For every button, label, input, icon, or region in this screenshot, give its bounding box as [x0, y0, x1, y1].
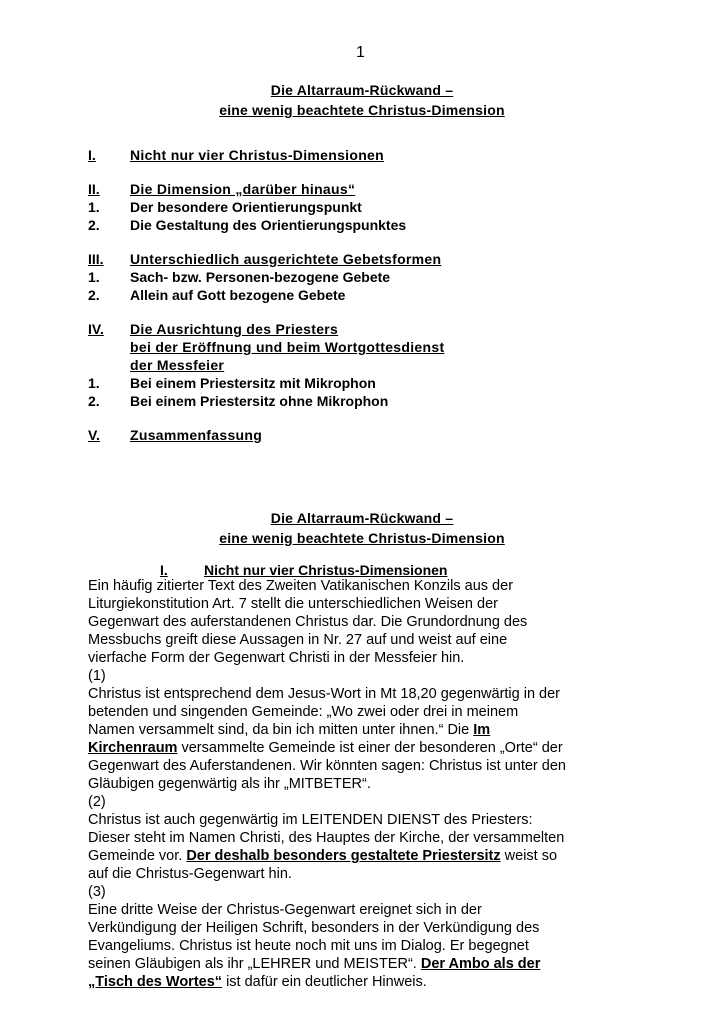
toc-section-1: [88, 146, 648, 164]
toc-section-3: [88, 250, 648, 304]
toc-heading-continuation: [88, 338, 648, 356]
title-line-1: Die Altarraum-Rückwand –: [270, 82, 454, 98]
text-line: Gegenwart des auferstandenen Christus dar. Die Grundordnung des: [88, 614, 528, 630]
text-line: vierfache Form der Gegenwart Christi in der Messfeier hin.: [88, 650, 465, 666]
section-heading: [160, 562, 447, 578]
body-title-line-2: eine wenig beachtete Christus-Dimension: [219, 530, 505, 546]
toc-section-2: [88, 180, 648, 234]
toc-item-number: 1.: [88, 199, 100, 215]
text-line: [88, 955, 648, 973]
toc-item-number: 2.: [88, 393, 100, 409]
body-title: [0, 508, 724, 548]
toc-heading: [88, 320, 648, 338]
toc-heading-title: Nicht nur vier Christus-Dimensionen: [130, 147, 384, 163]
paragraph-marker: (1): [88, 668, 106, 684]
text-span: Gemeinde vor.: [88, 848, 187, 864]
text-line: Gläubigen gegenwärtig als ihr „MITBETER“.: [88, 776, 371, 792]
paragraph-marker: (2): [88, 794, 106, 810]
text-line: Ein häufig zitierter Text des Zweiten Vatikanischen Konzils aus der: [88, 578, 514, 594]
text-line: Christus ist auch gegenwärtig im LEITENDEN DIENST des Priesters:: [88, 812, 533, 828]
text-line: Christus ist entsprechend dem Jesus-Wort in Mt 18,20 gegenwärtig in der: [88, 686, 561, 702]
toc-heading: [88, 250, 648, 268]
text-line: [88, 847, 648, 865]
toc-item-text: Die Gestaltung des Orientierungspunktes: [130, 217, 407, 233]
toc-heading: [88, 146, 648, 164]
toc-item-number: 1.: [88, 269, 100, 285]
toc-item: [88, 374, 648, 392]
body-title-line-1: Die Altarraum-Rückwand –: [270, 510, 454, 526]
toc-item: [88, 198, 648, 216]
text-line: [88, 973, 648, 991]
toc-heading-title-line-1: Die Ausrichtung des Priesters: [130, 321, 339, 337]
toc-item: [88, 392, 648, 410]
section-heading-number: I.: [160, 562, 168, 578]
toc-item-number: 1.: [88, 375, 100, 391]
toc-item: [88, 268, 648, 286]
text-line: Dieser steht im Namen Christi, des Hauptes der Kirche, der versammelten: [88, 830, 565, 846]
toc-heading: [88, 426, 648, 444]
toc-item-text: Bei einem Priestersitz ohne Mikrophon: [130, 393, 389, 409]
toc-heading-title: Unterschiedlich ausgerichtete Gebetsformen: [130, 251, 442, 267]
text-line: [88, 721, 648, 739]
toc-item: [88, 216, 648, 234]
text-span: versammelte Gemeinde ist einer der besonderen „Orte“ der: [177, 740, 563, 756]
emphasis-text: „Tisch des Wortes“: [88, 974, 223, 990]
table-of-contents: [88, 146, 648, 460]
document-title: [0, 80, 724, 120]
toc-item-number: 2.: [88, 287, 100, 303]
text-span: Namen versammelt sind, da bin ich mitten unter ihnen.“ Die: [88, 722, 474, 738]
emphasis-text: Der deshalb besonders gestaltete Priestersitz: [186, 848, 501, 864]
text-line: auf die Christus-Gegenwart hin.: [88, 866, 292, 882]
toc-section-5: [88, 426, 648, 444]
toc-heading-title: Zusammenfassung: [130, 427, 263, 443]
text-line: betenden und singenden Gemeinde: „Wo zwei oder drei in meinem: [88, 704, 519, 720]
toc-heading-number: II.: [88, 181, 100, 197]
section-heading-text: Nicht nur vier Christus-Dimensionen: [204, 562, 448, 578]
toc-heading: [88, 180, 648, 198]
text-line: Verkündigung der Heiligen Schrift, besonders in der Verkündigung des: [88, 920, 540, 936]
toc-item-text: Bei einem Priestersitz mit Mikrophon: [130, 375, 376, 391]
toc-heading-number: V.: [88, 427, 100, 443]
text-line: [88, 739, 648, 757]
toc-item-text: Der besondere Orientierungspunkt: [130, 199, 362, 215]
toc-item: [88, 286, 648, 304]
text-span: seinen Gläubigen als ihr „LEHRER und MEISTER“.: [88, 956, 421, 972]
toc-heading-title-line-3: der Messfeier: [130, 357, 225, 373]
toc-heading-title-line-2: bei der Eröffnung und beim Wortgottesdienst: [130, 339, 445, 355]
toc-item-text: Allein auf Gott bezogene Gebete: [130, 287, 346, 303]
toc-heading-number: III.: [88, 251, 104, 267]
paragraph-marker: (3): [88, 884, 106, 900]
text-line: Evangeliums. Christus ist heute noch mit uns im Dialog. Er begegnet: [88, 938, 529, 954]
page-number: 1: [356, 44, 365, 61]
title-line-2: eine wenig beachtete Christus-Dimension: [219, 102, 505, 118]
text-span: weist so: [500, 848, 558, 864]
text-line: Eine dritte Weise der Christus-Gegenwart ereignet sich in der: [88, 902, 482, 918]
text-line: Liturgiekonstitution Art. 7 stellt die unterschiedlichen Weisen der: [88, 596, 498, 612]
emphasis-text: Der Ambo als der: [420, 956, 541, 972]
toc-section-4: [88, 320, 648, 410]
toc-item-text: Sach- bzw. Personen-bezogene Gebete: [130, 269, 391, 285]
toc-item-number: 2.: [88, 217, 100, 233]
emphasis-text: Kirchenraum: [88, 740, 178, 756]
emphasis-text: Im: [473, 722, 491, 738]
toc-heading-title: Die Dimension „darüber hinaus“: [130, 181, 356, 197]
text-line: Gegenwart des Auferstandenen. Wir könnten sagen: Christus ist unter den: [88, 758, 566, 774]
text-span: ist dafür ein deutlicher Hinweis.: [222, 974, 427, 990]
body-text: [88, 577, 648, 991]
toc-heading-continuation: [88, 356, 648, 374]
toc-heading-number: IV.: [88, 321, 104, 337]
text-line: Messbuchs greift diese Aussagen in Nr. 27 auf und weist auf eine: [88, 632, 508, 648]
toc-heading-number: I.: [88, 147, 96, 163]
